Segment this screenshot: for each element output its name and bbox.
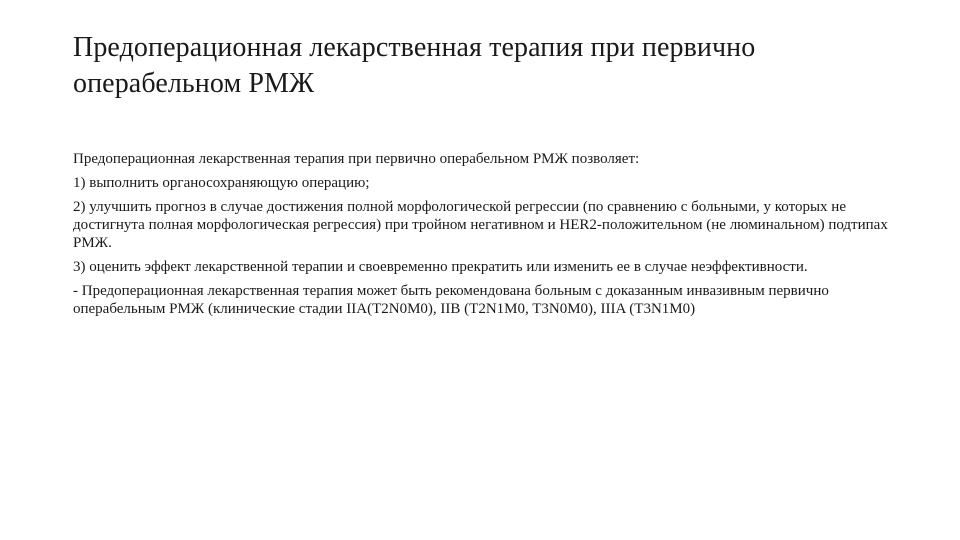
list-item-3: 3) оценить эффект лекарственной терапии и своевременно прекратить или изменить ее в случае неэффективности. bbox=[73, 259, 808, 275]
slide-title: Предоперационная лекарственная терапия при первично операбельном РМЖ bbox=[73, 32, 756, 99]
list-item-2: 2) улучшить прогноз в случае достижения полной морфологической регрессии (по сравнению с больными, у которых не достигнута полная морфологическая регрессия) при тройном негативном и HER2-положительном (не люминальном) подтипах РМЖ. bbox=[73, 199, 888, 251]
slide-body bbox=[73, 150, 893, 324]
recommendation-paragraph: - Предоперационная лекарственная терапия может быть рекомендована больным с доказанным инвазивным первично операбельным РМЖ (клинические стадии IIA(T2N0M0), IIB (T2N1M0, T3N0M0), IIIA (T3N1M0) bbox=[73, 283, 829, 317]
list-item-1: 1) выполнить органосохраняющую операцию; bbox=[73, 175, 370, 191]
intro-paragraph: Предоперационная лекарственная терапия при первично операбельном РМЖ позволяет: bbox=[73, 151, 640, 167]
